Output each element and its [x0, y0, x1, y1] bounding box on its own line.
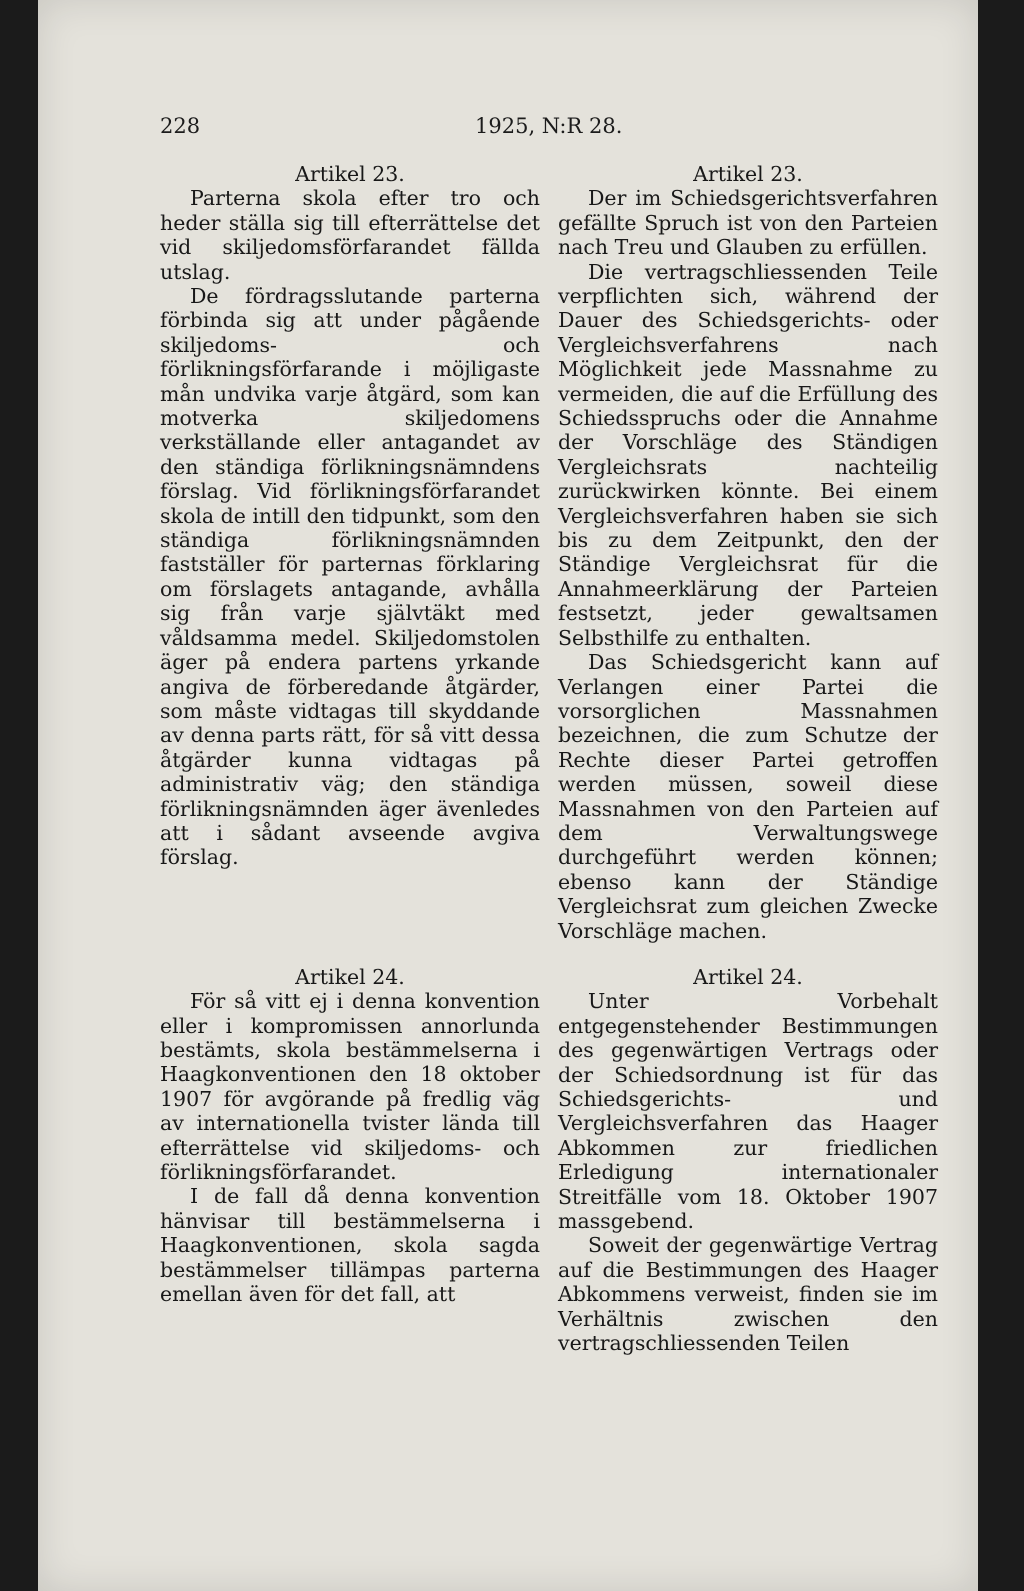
article-24-swedish: [160, 965, 540, 1307]
paragraph: Unter Vorbehalt entgegenstehender Bestimmungen des gegenwärtigen Vertrags oder der Schiedsordnung ist für das Schiedsgerichts- und Vergleichsverfahren das Haager Abkommen zur friedlichen Erledigung internationaler Streitfälle vom 18. Oktober 1907 massgebend.: [558, 989, 938, 1234]
paragraph: Der im Schiedsgerichtsverfahren gefällte Spruch ist von den Parteien nach Treu und Glauben zu erfüllen.: [558, 186, 938, 260]
paragraph: Das Schiedsgericht kann auf Verlangen einer Partei die vorsorglichen Massnahmen bezeichnen, die zum Schutze der Rechte dieser Partei getroffen werden müssen, soweil diese Massnahmen von den Parteien auf dem Verwaltungswege durchgeführt werden können; ebenso kann der Ständige Vergleichsrat zum gleichen Zwecke Vorschläge machen.: [558, 650, 938, 943]
paragraph: Die vertragschliessenden Teile verpflichten sich, während der Dauer des Schiedsgerichts- oder Vergleichsverfahrens nach Möglichkeit jede Massnahme zu vermeiden, die auf die Erfüllung des Schiedsspruchs oder die Annahme der Vorschläge des Ständigen Vergleichsrats nachteilig zurückwirken könnte. Bei einem Vergleichsverfahren haben sie sich bis zu dem Zeitpunkt, den der Ständige Vergleichsrat für die Annahmeerklärung der Parteien festsetzt, jeder gewaltsamen Selbsthilfe zu enthalten.: [558, 259, 938, 650]
paragraph: För så vitt ej i denna konvention eller i kompromissen annorlunda bestämts, skola bestämmelserna i Haagkonventionen den 18 oktober 1907 för avgörande på fredlig väg av internationella tvister lända till efterrättelse vid skiljedoms- och förlikningsförfarandet.: [160, 989, 540, 1184]
article-heading: Artikel 23.: [295, 162, 405, 186]
running-head: 1925, N:R 28.: [475, 114, 623, 138]
paragraph: Parterna skola efter tro och heder ställa sig till efterrättelse det vid skiljedomsförfarandet fällda utslag.: [160, 186, 540, 284]
article-heading: Artikel 24.: [295, 964, 405, 989]
article-spacer: [160, 870, 540, 965]
article-23-german: [558, 162, 938, 943]
article-heading: Artikel 23.: [693, 162, 803, 186]
article-24-german: [558, 965, 938, 1355]
page-header: [0, 114, 1024, 144]
page-number: 228: [160, 114, 201, 138]
paragraph: Soweit der gegenwärtige Vertrag auf die Bestimmungen des Haager Abkommens verweist, finden sie im Verhältnis zwischen den vertragschliessenden Teilen: [558, 1233, 938, 1356]
paragraph: I de fall då denna konvention hänvisar till bestämmelserna i Haagkonventionen, skola sagda bestämmelser tillämpas parterna emellan även för det fall, att: [160, 1184, 540, 1307]
article-spacer: [558, 943, 938, 965]
paragraph: De fördragsslutande parterna förbinda sig att under pågående skiljedoms- och förlikningsförfarande i möjligaste mån undvika varje åtgärd, som kan motverka skiljedomens verkställande eller antagandet av den ständiga förlikningsnämndens förslag. Vid förlikningsförfarandet skola de intill den tidpunkt, som den ständiga förlikningsnämnden fastställer för parternas förklaring om förslagets antagande, avhålla sig från varje självtäkt med våldsamma medel. Skiljedomstolen äger på endera partens yrkande angiva de förberedande åtgärder, som måste vidtagas till skyddande av denna parts rätt, för så vitt dessa åtgärder kunna vidtagas på administrativ väg; den ständiga förlikningsnämnden äger ävenledes att i sådant avseende avgiva förslag.: [160, 284, 540, 870]
german-column: [558, 162, 938, 1355]
swedish-column: [160, 162, 540, 1306]
article-23-swedish: [160, 162, 540, 870]
article-heading: Artikel 24.: [693, 964, 803, 989]
